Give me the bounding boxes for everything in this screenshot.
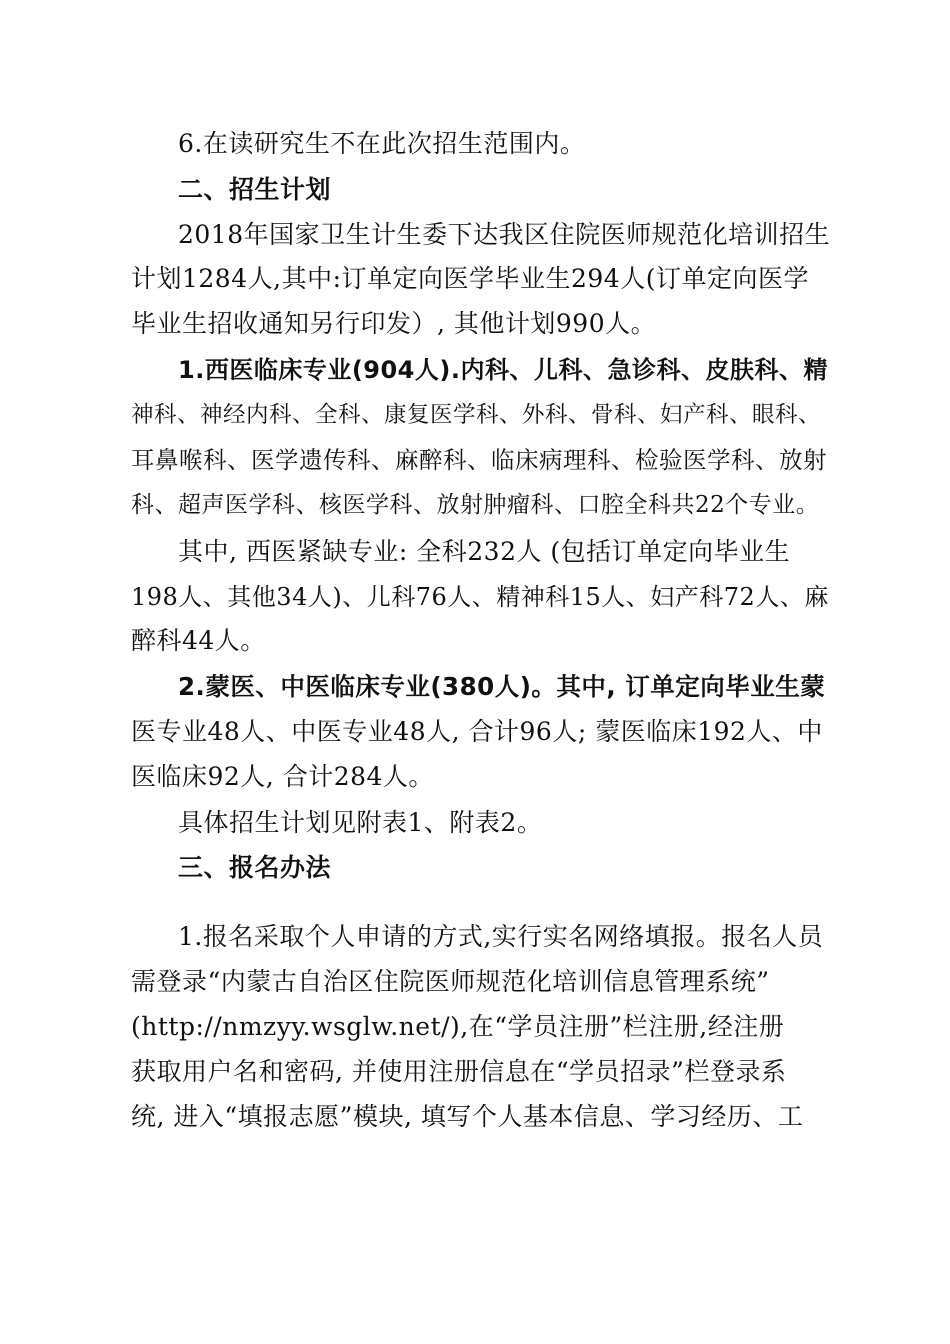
- paragraph-line: 神科、神经内科、全科、康复医学科、外科、骨科、妇产科、眼科、: [131, 402, 822, 428]
- paragraph-line: 2018年国家卫生计生委下达我区住院医师规范化培训招生: [178, 220, 831, 249]
- section-heading-enrollment-plan: 二、招生计划: [178, 175, 332, 204]
- paragraph-line: 其中, 西医紧缺专业: 全科232人 (包括订单定向毕业生: [178, 537, 791, 566]
- paragraph-line: 计划1284人,其中:订单定向医学毕业生294人(订单定向医学: [131, 264, 809, 293]
- paragraph-line: 医临床92人, 合计284人。: [131, 762, 434, 791]
- paragraph-line: 科、超声医学科、核医学科、放射肿瘤科、口腔全科共22个专业。: [131, 492, 820, 518]
- paragraph-line: 2.蒙医、中医临床专业(380人)。其中, 订单定向毕业生蒙: [178, 672, 826, 701]
- paragraph-line: (http://nmzyy.wsglw.net/),在“学员注册”栏注册,经注册: [131, 1012, 785, 1041]
- paragraph-line: 醉科44人。: [131, 626, 266, 655]
- paragraph-line: 需登录“内蒙古自治区住院医师规范化培训信息管理系统”: [131, 967, 770, 996]
- paragraph-line: 6.在读研究生不在此次招生范围内。: [178, 129, 586, 158]
- paragraph-line: 毕业生招收通知另行印发）, 其他计划990人。: [131, 309, 657, 338]
- section-heading-registration: 三、报名办法: [178, 853, 332, 882]
- paragraph-line: 医专业48人、中医专业48人, 合计96人; 蒙医临床192人、中: [131, 717, 823, 746]
- paragraph-line: 耳鼻喉科、医学遗传科、麻醉科、临床病理科、检验医学科、放射: [131, 446, 827, 474]
- paragraph-line: 198人、其他34人)、儿科76人、精神科15人、妇产科72人、麻: [131, 583, 829, 611]
- paragraph-line: 1.报名采取个人申请的方式,实行实名网络填报。报名人员: [178, 922, 824, 951]
- paragraph-line: 1.西医临床专业(904人).内科、儿科、急诊科、皮肤科、精: [178, 356, 828, 384]
- paragraph-line: 统, 进入“填报志愿”模块, 填写个人基本信息、学习经历、工: [131, 1102, 804, 1131]
- paragraph-line: 具体招生计划见附表1、附表2。: [178, 808, 543, 837]
- paragraph-line: 获取用户名和密码, 并使用注册信息在“学员招录”栏登录系: [131, 1057, 787, 1086]
